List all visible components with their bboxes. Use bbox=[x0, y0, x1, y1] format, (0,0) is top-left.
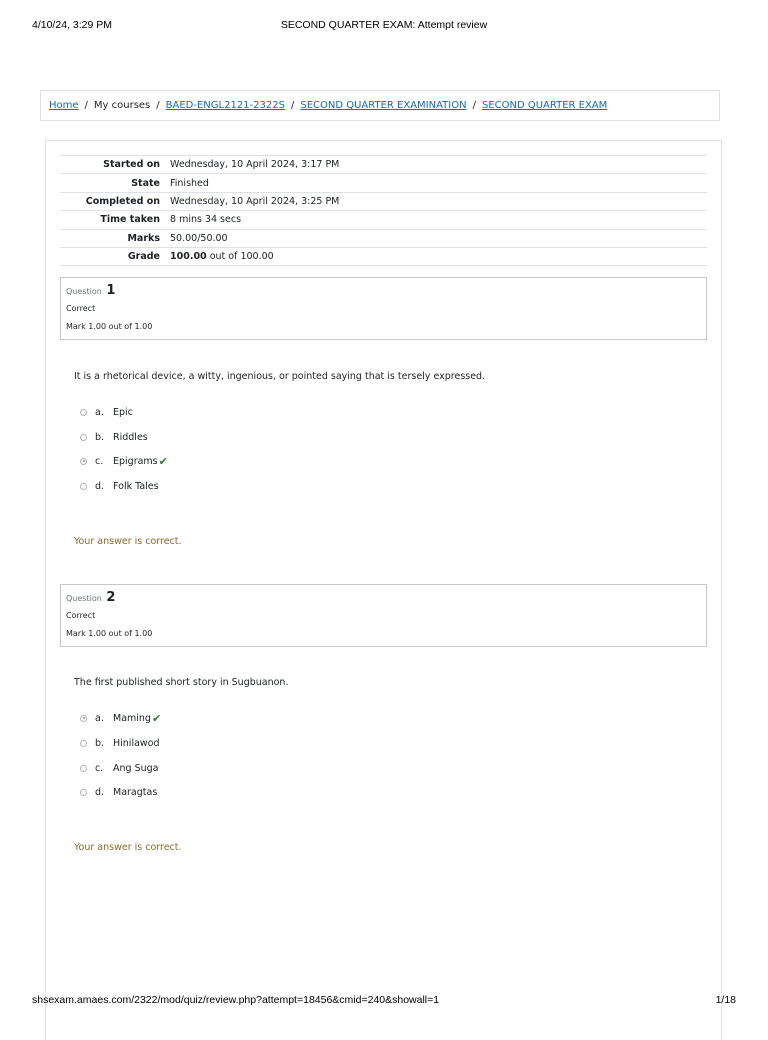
grade-total: out of 100.00 bbox=[209, 251, 274, 263]
print-url: shsexam.amaes.com/2322/mod/quiz/review.php?attempt=18456&cmid=240&showall=1 bbox=[32, 994, 440, 1006]
answer-option[interactable] bbox=[80, 736, 160, 750]
answer-feedback: Your answer is correct. bbox=[74, 536, 182, 547]
question-info-box bbox=[60, 584, 707, 647]
answer-text: Ang Suga bbox=[113, 762, 159, 774]
answer-letter: d. bbox=[95, 786, 105, 798]
answer-feedback: Your answer is correct. bbox=[74, 842, 182, 853]
question-number bbox=[66, 590, 115, 605]
summary-label: State bbox=[131, 177, 160, 189]
breadcrumb bbox=[40, 90, 720, 121]
answer-option[interactable] bbox=[80, 761, 158, 775]
answer-letter: b. bbox=[95, 737, 105, 749]
question-state: Correct bbox=[66, 304, 96, 313]
summary-value: Finished bbox=[170, 177, 209, 189]
answer-option-selected[interactable] bbox=[80, 454, 168, 468]
breadcrumb-section-link[interactable]: SECOND QUARTER EXAMINATION bbox=[300, 100, 467, 111]
question-text: The first published short story in Sugbuanon. bbox=[74, 677, 289, 688]
answer-letter: a. bbox=[95, 406, 104, 418]
print-page-number: 1/18 bbox=[715, 994, 736, 1006]
answer-text: Hinilawod bbox=[113, 737, 160, 749]
radio-button[interactable] bbox=[80, 434, 87, 441]
print-datetime: 4/10/24, 3:29 PM bbox=[32, 19, 112, 31]
radio-button-selected[interactable] bbox=[80, 458, 87, 465]
radio-button[interactable] bbox=[80, 740, 87, 747]
question-label: Question bbox=[66, 287, 102, 296]
summary-row-completed bbox=[60, 192, 707, 210]
check-icon: ✔ bbox=[158, 454, 168, 468]
question-state: Correct bbox=[66, 611, 96, 620]
question-number-value: 2 bbox=[106, 590, 116, 605]
summary-value: Wednesday, 10 April 2024, 3:25 PM bbox=[170, 195, 340, 207]
answer-option[interactable] bbox=[80, 479, 159, 493]
radio-button[interactable] bbox=[80, 789, 87, 796]
answer-text: Riddles bbox=[113, 431, 148, 443]
summary-label: Time taken bbox=[100, 214, 160, 226]
question-label: Question bbox=[66, 594, 102, 603]
summary-label: Grade bbox=[127, 251, 160, 263]
breadcrumb-quiz-link[interactable]: SECOND QUARTER EXAM bbox=[481, 100, 608, 111]
answer-text: Maragtas bbox=[113, 786, 158, 798]
question-info-box bbox=[60, 277, 707, 340]
answer-letter: c. bbox=[95, 762, 104, 774]
summary-label: Started on bbox=[103, 159, 160, 171]
summary-row-marks bbox=[60, 229, 707, 247]
summary-row-state bbox=[60, 174, 707, 192]
answer-text: Epigrams bbox=[113, 455, 158, 467]
print-header bbox=[0, 0, 768, 50]
breadcrumb-separator: / bbox=[290, 100, 295, 111]
answer-letter: a. bbox=[95, 712, 104, 724]
summary-value: Wednesday, 10 April 2024, 3:17 PM bbox=[170, 159, 340, 171]
answer-text: Folk Tales bbox=[113, 480, 159, 492]
summary-label: Marks bbox=[127, 232, 160, 244]
answer-letter: c. bbox=[95, 455, 104, 467]
radio-button[interactable] bbox=[80, 765, 87, 772]
radio-button[interactable] bbox=[80, 409, 87, 416]
breadcrumb-course-link[interactable]: BAED-ENGL2121-2322S bbox=[165, 100, 285, 111]
breadcrumb-my-courses: My courses bbox=[93, 100, 151, 111]
breadcrumb-separator: / bbox=[156, 100, 160, 111]
breadcrumb-home-link[interactable]: Home bbox=[49, 100, 79, 111]
print-footer bbox=[0, 990, 768, 1010]
answer-text: Epic bbox=[113, 406, 133, 418]
answer-option-selected[interactable] bbox=[80, 711, 161, 725]
breadcrumb-separator: / bbox=[84, 100, 88, 111]
summary-row-grade bbox=[60, 247, 707, 265]
summary-label: Completed on bbox=[85, 195, 160, 207]
summary-value: 50.00/50.00 bbox=[170, 232, 228, 244]
grade-score: 100.00 bbox=[170, 251, 207, 263]
question-number-value: 1 bbox=[106, 283, 116, 298]
question-mark: Mark 1.00 out of 1.00 bbox=[66, 629, 153, 638]
attempt-summary-table bbox=[60, 155, 707, 266]
question-mark: Mark 1.00 out of 1.00 bbox=[66, 322, 153, 331]
summary-value: 8 mins 34 secs bbox=[170, 214, 242, 226]
radio-button[interactable] bbox=[80, 483, 87, 490]
answer-text: Maming bbox=[113, 712, 151, 724]
check-icon: ✔ bbox=[151, 711, 162, 725]
answer-option[interactable] bbox=[80, 405, 133, 419]
summary-row-time bbox=[60, 211, 707, 229]
summary-row-started bbox=[60, 156, 707, 174]
answer-option[interactable] bbox=[80, 430, 148, 444]
summary-value bbox=[170, 247, 707, 265]
answer-option[interactable] bbox=[80, 785, 157, 799]
print-title: SECOND QUARTER EXAM: Attempt review bbox=[280, 19, 488, 31]
question-number bbox=[66, 283, 115, 298]
breadcrumb-separator: / bbox=[472, 100, 476, 111]
radio-button-selected[interactable] bbox=[80, 715, 87, 722]
answer-letter: d. bbox=[95, 480, 105, 492]
question-text: It is a rhetorical device, a witty, ingenious, or pointed saying that is tersely expressed. bbox=[74, 371, 486, 382]
answer-letter: b. bbox=[95, 431, 105, 443]
